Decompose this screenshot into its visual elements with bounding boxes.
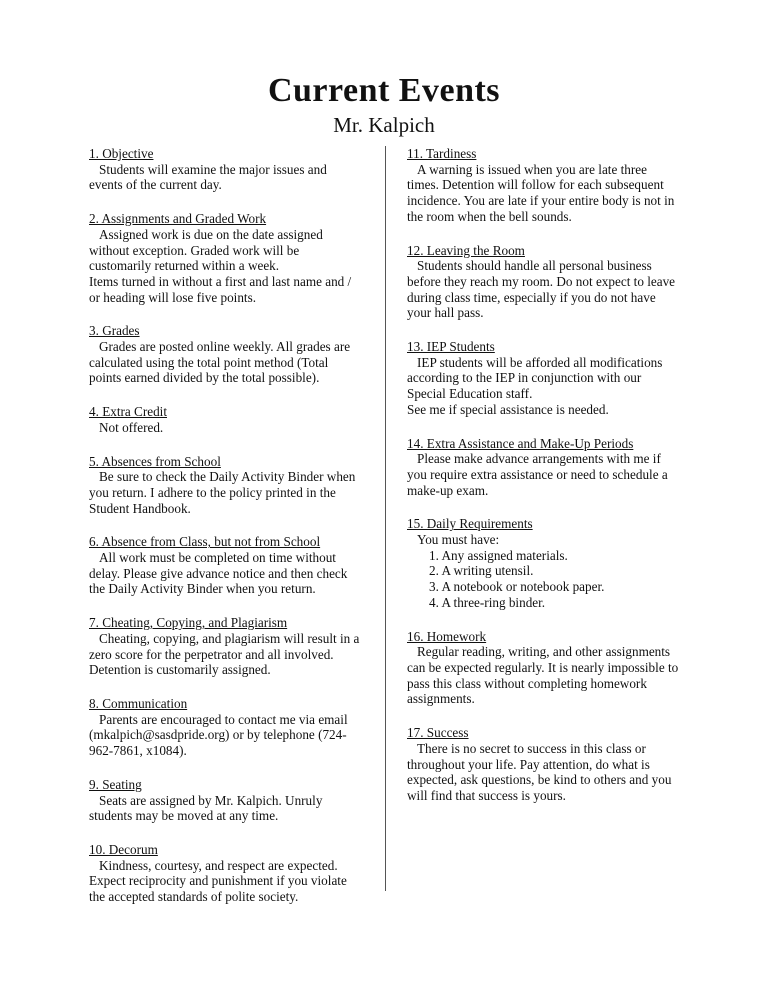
section-heading: 5. Absences from School <box>89 453 221 469</box>
section-heading: 3. Grades <box>89 323 140 339</box>
section-seating <box>89 777 361 824</box>
section-body: Assigned work is due on the date assigned without exception. Graded work will be customarily returned within a week. <box>89 226 323 274</box>
section-assignments <box>89 211 361 305</box>
section-objective <box>89 146 361 193</box>
section-daily-requirements <box>407 516 679 610</box>
section-extra-credit <box>89 404 361 435</box>
list-item: 3. A notebook or notebook paper. <box>429 579 605 595</box>
section-extra: See me if special assistance is needed. <box>407 401 609 417</box>
section-heading: 8. Communication <box>89 695 188 711</box>
section-body: Cheating, copying, and plagiarism will result in a zero score for the perpetrator and all involved. Detention is customarily assigned. <box>89 630 360 678</box>
section-body: Kindness, courtesy, and respect are expected. Expect reciprocity and punishment if you violate the accepted standards of polite society. <box>89 857 347 905</box>
section-heading: 11. Tardiness <box>407 146 477 161</box>
section-heading: 6. Absence from Class, but not from School <box>89 534 321 550</box>
right-column <box>407 146 679 822</box>
section-body: There is no secret to success in this class or throughout your life. Pay attention, do what is expected, ask questions, be kind to others and you will find that success is yours. <box>407 740 672 803</box>
section-heading: 12. Leaving the Room <box>407 242 525 258</box>
list-item: 2. A writing utensil. <box>429 563 534 579</box>
section-body: Be sure to check the Daily Activity Binder when you return. I adhere to the policy printed in the Student Handbook. <box>89 469 356 516</box>
document-header <box>0 72 768 138</box>
section-heading: 14. Extra Assistance and Make-Up Periods <box>407 435 634 451</box>
teacher-name: Mr. Kalpich <box>333 113 435 137</box>
section-body: Regular reading, writing, and other assignments can be expected regularly. It is nearly impossible to pass this class without completing homework assignments. <box>407 644 679 707</box>
section-body: Students should handle all personal business before they reach my room. Do not expect to leave during class time, especially if you do not have your hall pass. <box>407 258 676 321</box>
section-heading: 13. IEP Students <box>407 339 495 355</box>
section-extra: Items turned in without a first and last name and / or heading will lose five points. <box>89 273 352 305</box>
section-body: Parents are encouraged to contact me via email (mkalpich@sasdpride.org) or by telephone (724-962-7861, x1084). <box>89 711 348 759</box>
section-extra-assistance <box>407 436 679 499</box>
list-item: 4. A three-ring binder. <box>429 594 546 610</box>
page-title: Current Events <box>267 72 501 109</box>
section-decorum <box>89 842 361 905</box>
section-absence-from-class <box>89 534 361 597</box>
section-body: A warning is issued when you are late three times. Detention will follow for each subsequent incidence. You are late if your entire body is not in the room when the bell sounds. <box>407 161 675 224</box>
section-grades <box>89 323 361 386</box>
section-body: IEP students will be afforded all modifications according to the IEP in conjunction with our Special Education staff. <box>407 354 663 402</box>
section-tardiness <box>407 146 679 225</box>
section-communication <box>89 696 361 759</box>
section-heading: 2. Assignments and Graded Work <box>89 211 267 227</box>
section-body: Seats are assigned by Mr. Kalpich. Unruly students may be moved at any time. <box>89 792 323 824</box>
section-heading: 15. Daily Requirements <box>407 516 533 532</box>
list-item: 1. Any assigned materials. <box>429 547 568 563</box>
section-heading: 4. Extra Credit <box>89 404 168 420</box>
section-body: Grades are posted online weekly. All grades are calculated using the total point method (Total points earned divided by the total possible). <box>89 339 351 386</box>
left-column <box>89 146 361 923</box>
section-heading: 16. Homework <box>407 628 487 644</box>
section-heading: 1. Objective <box>89 146 154 161</box>
section-body: You must have: <box>417 532 500 548</box>
requirements-list <box>407 548 679 611</box>
section-iep-students <box>407 339 679 418</box>
section-body: Students will examine the major issues and events of the current day. <box>89 161 327 193</box>
section-absences <box>89 454 361 517</box>
column-divider <box>385 146 386 891</box>
section-heading: 7. Cheating, Copying, and Plagiarism <box>89 615 288 631</box>
section-body: Please make advance arrangements with me if you require extra assistance or need to schedule a make-up exam. <box>407 451 668 498</box>
section-heading: 10. Decorum <box>89 841 158 857</box>
section-homework <box>407 629 679 708</box>
section-body: All work must be completed on time without delay. Please give advance notice and then check the Daily Activity Binder when you return. <box>89 550 348 597</box>
section-heading: 9. Seating <box>89 776 142 792</box>
section-heading: 17. Success <box>407 725 469 741</box>
section-body: Not offered. <box>99 419 164 435</box>
section-cheating <box>89 615 361 678</box>
section-leaving-room <box>407 243 679 322</box>
section-success <box>407 725 679 804</box>
